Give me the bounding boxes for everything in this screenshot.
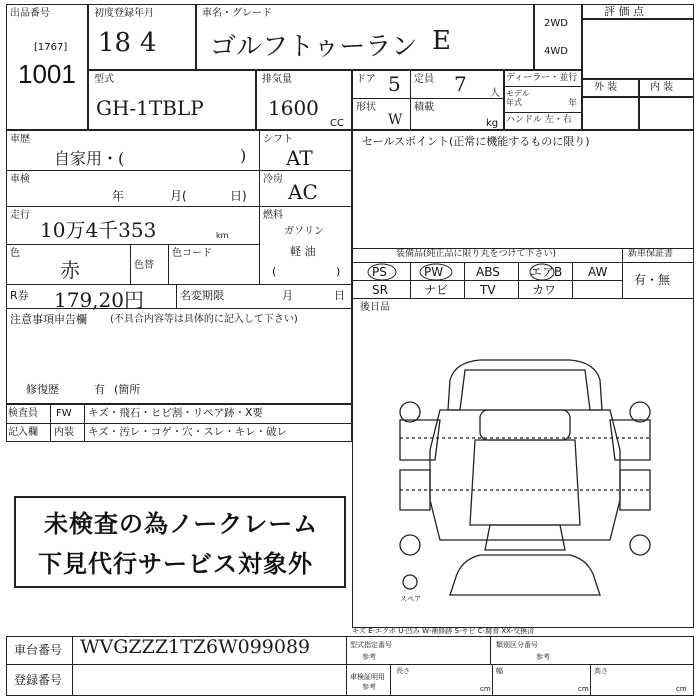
mileage-unit: km [216,231,229,240]
fuel-gas: ガソリン [284,226,324,237]
cap-unit: 人 [490,88,500,99]
cert-ref: 参考 [362,683,376,691]
drive-2wd: 2WD [544,18,568,29]
cap-value: 7 [454,72,467,96]
score-label: 評 価 点 [604,5,644,18]
color-value: 赤 [60,258,80,282]
cap-label: 定員 [414,74,434,85]
fuel-paren-close: ) [336,265,341,278]
handle-label: ハンドル 左・右 [506,115,572,125]
equip-airbag: エアB [530,265,563,279]
equip-pw: PW [424,265,444,279]
cert-label: 車検証明用 [350,673,385,681]
lot-number: 1001 [18,59,76,89]
car-name: ゴルフトゥーラン [210,32,418,62]
aftermarket-label: 後日品 [360,302,390,313]
inspect-label: 車検 [10,174,30,185]
int-label: 内装 [54,427,74,438]
class-label: 類別区分番号 [496,641,538,649]
door-value: 5 [388,72,401,96]
height-label: 高さ [594,667,608,675]
mileage-label: 走行 [10,210,30,221]
repair-place: (箇所 [114,383,141,396]
fw-label: FW [56,408,72,419]
name-change-day: 日 [334,289,345,302]
reg-month: 4 [140,28,157,58]
mileage-value: 10万4千353 [40,218,157,242]
length-unit: cm [480,685,491,693]
colorcode-label: 色コード [172,248,212,259]
shift-value: AT [286,146,313,170]
disp-value: 1600 [268,96,319,120]
height-unit: cm [676,685,687,693]
r-value: 179,20円 [54,288,144,312]
legend: キズ E-エクボ U-凹み W-補修跡 S-サビ C-腐食 XX-交換済 [352,627,535,635]
fuel-label: 燃料 [263,210,283,221]
car-damage-diagram [380,350,670,610]
name-label: 車名・グレード [202,8,272,19]
lot-small: [1767] [34,42,68,53]
equip-circles [352,262,582,282]
door-label: ドア [356,74,376,85]
inspector-label: 検査員 [8,408,38,419]
left-section [6,130,352,404]
equip-aw: AW [588,265,608,279]
equip-leather: カワ [532,283,557,297]
reg-number-label: 登録番号 [14,673,63,687]
shape-value: W [388,112,403,128]
vin-label: 車台番号 [14,643,63,657]
warranty-label: 新車保証書 [628,249,674,259]
grade: E [432,26,451,56]
equip-sr: SR [372,283,388,297]
width-unit: cm [578,685,589,693]
ac-value: AC [288,180,318,204]
spare-label: スペア [400,595,421,603]
history-close: ) [240,146,247,165]
repair-value: 有 [94,383,105,396]
name-change-label: 名変期限 [180,289,224,302]
inspect-year: 年 [112,189,125,203]
equip-abs: ABS [476,265,500,279]
repair-label: 修復歴 [26,383,59,396]
shift-label: シフト [263,134,293,145]
drive-4wd: 4WD [544,46,568,57]
warranty-value: 有・無 [634,273,671,287]
inspect-day: 日) [230,189,247,203]
year-unit: 年 [568,99,578,109]
interior-label: 内 装 [650,82,674,93]
repaint-label: 色替 [134,260,154,271]
disp-unit: CC [330,118,344,129]
entry-label: 記入欄 [8,427,38,438]
notes-hint: (不具合内容等は具体的に記入して下さい) [110,314,298,325]
ac-label: 冷房 [263,174,283,185]
model-year-label: モデル年式 [506,89,530,107]
history-label: 車歴 [10,134,30,145]
designated-label: 型式指定番号 [350,641,392,649]
shape-label: 形状 [356,102,376,113]
history-value: 自家用・( [54,149,125,168]
reg-year: 18 [98,28,132,58]
model-value: GH-1TBLP [96,96,204,120]
equip-navi: ナビ [424,283,449,297]
load-label: 積載 [414,102,434,113]
dealer-label: ディーラー・並行 [506,73,578,83]
reg-label: 初度登録年月 [94,8,154,19]
vin-value: WVGZZZ1TZ6W099089 [80,636,311,658]
designated-ref: 参考 [362,653,376,661]
load-unit: kg [486,118,499,129]
r-label: R券 [10,289,29,302]
equip-ps: PS [372,265,387,279]
banner-line1: 未検査の為ノークレーム [44,510,319,538]
color-label: 色 [10,248,20,259]
drive-box [534,4,582,70]
fw-items: キズ・飛石・ヒビ割・リペア跡・X要 [88,407,263,419]
width-label: 幅 [496,667,503,675]
banner-line2: 下見代行サービス対象外 [38,550,313,578]
disp-label: 排気量 [262,74,292,85]
int-items: キズ・汚レ・コゲ・穴・スレ・キレ・破レ [88,426,288,438]
fuel-diesel: 軽 油 [290,245,316,258]
sales-label: セールスポイント(正常に機能するものに限り) [362,135,590,148]
equip-label: 装備品(純正品に限り丸をつけて下さい) [396,249,557,259]
equip-tv: TV [480,283,496,297]
lot-label: 出品番号 [10,8,50,19]
exterior-label: 外 装 [594,82,618,93]
notes-label: 注意事項申告欄 [10,313,87,326]
model-label: 型式 [94,74,114,85]
length-label: 長さ [396,667,410,675]
name-change-month: 月 [282,289,293,302]
fuel-paren-open: ( [272,265,277,278]
class-ref: 参考 [536,653,550,661]
inspect-month: 月( [170,189,187,203]
